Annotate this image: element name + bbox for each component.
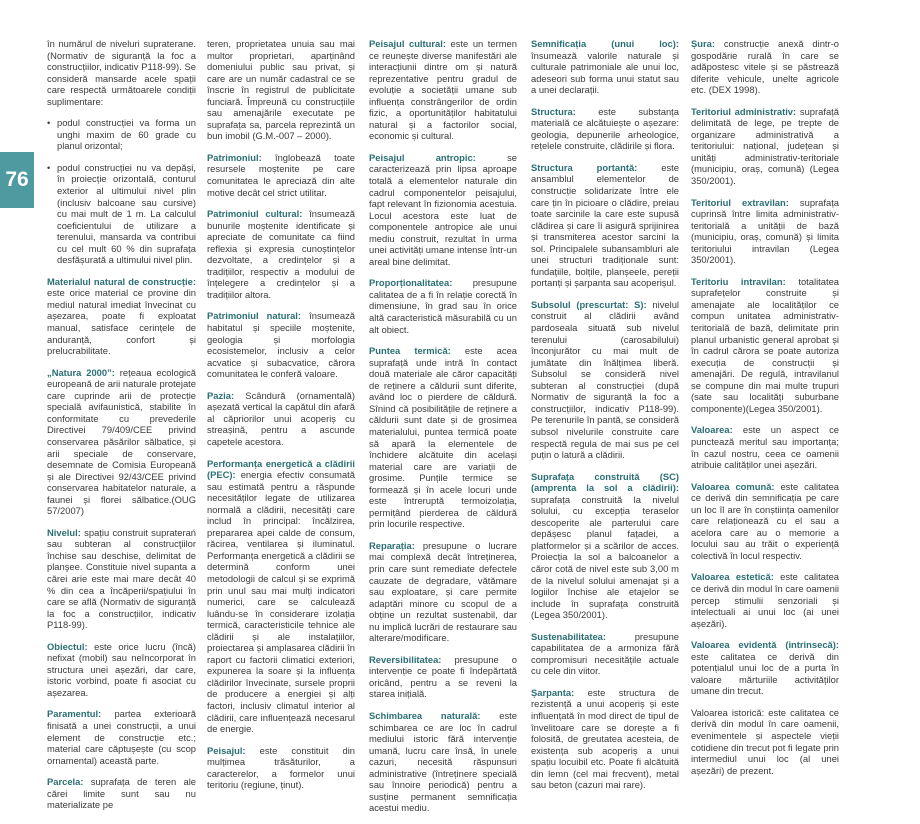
- glossary-definition: suprafața cuprinsă între limita administrativ-teritorială a unității de bază (municipiu, oraș, comună) și limita teritoriului intravilan (Legea 350/2001).: [691, 196, 840, 266]
- glossary-definition: este structura de rezistență a unui acoperiș și este influențată în mod direct de tipul de învelitoare care se dorește a fi folosită, de greutatea acesteia, de existența sub acoperiș a unui spațiu locuibil etc. Poate fi alcătuită din lemn (cel mai frecvent), metal sau beton (cazuri mai rare).: [531, 686, 680, 791]
- glossary-term: Valoarea:: [691, 424, 733, 436]
- glossary-term: Teritoriul administrativ:: [691, 105, 797, 117]
- glossary-entry: [691, 481, 839, 562]
- glossary-definition: însumează valorile naturale și culturale patrimoniale ale unui loc, adeseori sub forma unui statut sau a unei declarații.: [531, 49, 679, 96]
- glossary-definition: nivelul construit al clădirii având pardoseala situată sub nivelul terenului (carosabilului) înconjurător cu mai mult de jumătate din înălțimea liberă. Subsolul se consideră nivel subteran al construcției (după Normativ de siguranță la foc a construcțiilor, indicativ P118-99). Pe terenurile în pantă, se consideră subsol nivelurile construite care respectă regula de mai sus pe cel puțin o latură a clădirii.: [531, 298, 680, 461]
- glossary-entry: [207, 38, 355, 142]
- page-number-tab: 76: [0, 152, 34, 208]
- glossary-entry: [207, 458, 355, 735]
- bullet-item: • podul construcției va forma un unghi maxim de 60 grade cu planul orizontal;: [47, 117, 196, 152]
- glossary-term: Obiectul:: [47, 640, 88, 652]
- glossary-definition: este calitatea ce derivă din modul în care oamenii percep stimulii senzoriali și intelectuali ai unui loc (ai unei așezări).: [691, 571, 839, 629]
- glossary-entry: [531, 687, 679, 791]
- glossary-definition: este ansamblul elementelor de construcție solidarizate între ele care țin în picioare o clădire, preiau toate sarcinile la care este supusă clădirea și care îi asigură sprijinirea și transmiterea acestor sarcini la sol. Principalele subansambluri ale unei structuri tradiționale sunt: fundațiile, bolțile, planșeele, pereții portanți și șarpanta sau acoperișul.: [531, 161, 679, 289]
- glossary-entry: [369, 38, 517, 142]
- glossary-definition: înglobează toate resursele moștenite pe care comunitatea le apreciază din alte motive decât cel strict utilitar.: [207, 151, 355, 198]
- glossary-definition: partea exterioară finisată a unei construcții, a unui element de construcție etc.; material care căptușește (cu scop ornamental) această parte.: [47, 708, 196, 766]
- glossary-definition: Scândură (ornamentală) așezată vertical la capătul din afară al căpriorilor unui acoperiș cu streașină, pentru a ascunde capetele acestora.: [207, 389, 355, 447]
- glossary-entry: [369, 654, 517, 700]
- glossary-term: Patrimoniul cultural:: [207, 208, 303, 220]
- glossary-entry: [369, 277, 517, 335]
- glossary-entry: [47, 367, 196, 517]
- glossary-definition: suprafață delimitată de lege, pe trepte de organizare administrativă a teritoriului: național, județean și unități administrativ-teritoriale (municipiu, oraș, comună) (Legea 350/2001).: [691, 105, 839, 187]
- glossary-term: Parcela:: [47, 776, 84, 788]
- glossary-entry: [691, 276, 839, 415]
- glossary-entry: [369, 152, 517, 267]
- glossary-definition: este substanța materială ce alcătuiește o așezare: geologia, depunerile arheologice, rețelele construite, clădirile și flora.: [531, 105, 680, 152]
- glossary-term: Patrimoniul natural:: [207, 310, 302, 322]
- glossary-entry: [207, 208, 355, 300]
- glossary-term: Suprafața construită (SC) (amprenta la sol a clădirii):: [531, 470, 679, 494]
- glossary-term: „Natura 2000”:: [47, 366, 115, 378]
- glossary-entry: [691, 106, 839, 187]
- glossary-term: Semnificația (unui loc):: [531, 38, 679, 49]
- glossary-term: Patrimoniul:: [207, 151, 262, 163]
- glossary-definition: este calitatea ce derivă din semnificația pe care un loc îl are în conștiința oamenilor care relaționează cu el sau a acelora care au o memorie a locului sau au trăit o experiență colectivă în locul respectiv.: [691, 480, 839, 561]
- glossary-term: Structura portantă:: [531, 161, 638, 173]
- glossary-entry: [207, 310, 355, 379]
- glossary-term: Performanța energetică a clădirii (PEC):: [207, 457, 355, 481]
- glossary-entry: [531, 106, 679, 152]
- glossary-entry: [47, 708, 196, 766]
- glossary-entry: [531, 299, 679, 461]
- glossary-term: Peisajul:: [207, 744, 246, 756]
- glossary-definition: este constituit din mulțimea trăsăturilor, a caracterelor, a formelor unui teritoriu (regiune, ținut).: [207, 744, 356, 791]
- glossary-definition: presupune o intervenție ce poate fi îndepărtată oricând, pentru a se reveni la starea inițială.: [369, 653, 517, 700]
- glossary-entry: [531, 38, 679, 96]
- glossary-entry: [47, 527, 196, 631]
- glossary-term: Valoarea evidentă (intrinsecă):: [691, 639, 839, 651]
- glossary-entry: [691, 707, 839, 776]
- glossary-entry: [531, 631, 679, 677]
- glossary-definition: rețeaua ecologică europeană de arii naturale protejate care cuprinde arii de protecție specială avifaunistică, stabilite în conformitate cu prevederile Directivei 79/409/CEE privind conservarea păsărilor sălbatice, și arii speciale de conservare, desemnate de Comisia Europeană și ale Directivei 92/43/CEE privind conservarea habitatelor naturale, a faunei și florei sălbatice.(OUG 57/2007): [47, 366, 197, 517]
- glossary-entry: [691, 197, 839, 266]
- glossary-entry: [369, 345, 517, 530]
- glossary-entry: [47, 776, 196, 811]
- glossary-term: Valoarea estetică:: [691, 571, 774, 583]
- glossary-entry: [207, 745, 355, 791]
- glossary-entry: [207, 152, 355, 198]
- glossary-entry: [691, 571, 839, 629]
- glossary-definition: în numărul de niveluri supraterane. (Normativ de siguranță la foc a construcțiilor, indicativ P118-99). Se consideră mansarde acele spații care respectă următoarele condiții suplimentare:: [47, 38, 196, 107]
- glossary-definition: suprafața de teren ale cărei limite sunt sau nu materializate pe: [47, 776, 196, 811]
- glossary-entry: [47, 38, 196, 107]
- glossary-term: Sustenabilitatea:: [531, 630, 607, 642]
- glossary-column-2: [207, 38, 355, 801]
- glossary-definition: este calitatea ce derivă din potențialul unui loc de a purta în valoare mărturiile activităților umane din trecut.: [691, 650, 839, 697]
- glossary-term: Teritoriu intravilan:: [691, 275, 786, 287]
- glossary-entry: [691, 424, 839, 470]
- glossary-definition: spațiu construit supraterań sau subteran al construcţiilor închise sau deschise, delimitat de planşee. Constituie nivel supanta a cărei arie este mai mare decât 40 % din cea a încăperii/spațiului în care se află (Normativ de siguranță la foc a construcțiilor, indicativ P118-99).: [47, 526, 197, 631]
- glossary-term: Structura:: [531, 105, 576, 117]
- glossary-definition: este un aspect ce punctează meritul sau importanța; în cazul nostru, ceea ce oamenii atribuie calităților unei așezări.: [691, 424, 839, 471]
- glossary-term: Schimbarea naturală:: [369, 709, 481, 721]
- glossary-term: Reparația:: [369, 539, 415, 551]
- glossary-definition: este orice lucru (încă) nefixat (mobil) sau neîncorporat în structura unei așezări, dar care, istoric vorbind, poate fi asociat cu așezarea.: [47, 640, 197, 698]
- glossary-entry: [691, 38, 839, 96]
- glossary-term: Teritoriul extravilan:: [691, 196, 789, 208]
- glossary-definition: se caracterizează prin lipsa aproape totală a elementelor naturale din cadrul componentelor peisajului, fapt relevant în fizionomia acestuia. Locul acestora este luat de componentele antropice ale unui mediu construit, rezultat în urma unei activități umane intense într-un areal bine delimitat.: [369, 151, 517, 267]
- glossary-term: Reversibilitatea:: [369, 653, 442, 665]
- glossary-definition: este un termen ce reunește diverse manifestări ale interacțiunii dintre om și natură reprezentative pentru gradul de evoluție a societății umane sub influența constrângerilor de ordin fizic, a oportunităților habitatului natural și a factorilor social, economic și cultural.: [369, 38, 517, 142]
- glossary-definition: este schimbarea ce are loc în cadrul mediului istoric fără intervenție umană, lucru care însă, în unele cazuri, necesită răspunsuri administrative (întreținere specială sau înnoire periodică) pentru a susține permanent semnificația acestui mediu.: [369, 709, 517, 814]
- glossary-definition: construcție anexă dintr-o gospodărie rurală în care se adăpostesc vitele și se păstrează diferite vehicule, unelte agricole etc. (DEX 1998).: [691, 38, 839, 96]
- glossary-term: Pazia:: [207, 389, 235, 401]
- glossary-term: Proporționalitatea:: [369, 277, 453, 289]
- glossary-definition: este acea suprafață unde intră în contact două materiale ale căror capacități de reținere a căldurii sunt diferite, având loc o pierdere de căldură. Sînind că posibilitățile de reținere a căldurii sunt date și de grosimea materialului, puntea termică poate să apară la elementele de închidere alcătuite din același material care are variații de grosime. Punțile termice se formează și în acele locuri unde este întreruptă termoizolația, permițând pierderea de căldură prin locurile respective.: [369, 345, 518, 530]
- glossary-definition: însumează bunurile moștenite identificate și apreciate de comunitate ca fiind reflexia și expresia cunoștințelor dezvoltate, a credințelor și a tradițiilor, respectiv a modului de înțelegere a credințelor și a tradițiilor altora.: [207, 208, 355, 300]
- glossary-definition: este orice material ce provine din mediul natural imediat învecinat cu așezarea, poate fi exploatat manual, satisface cerințele de anduranță, confort și prelucrabilitate.: [47, 287, 196, 357]
- glossary-definition: energia efectiv consumată sau estimată pentru a răspunde necesităților legate de utilizarea normală a clădirii, necesități care includ în principal: încălzirea, prepararea apei calde de consum, răcirea, ventilarea și iluminatul. Performanța energetică a clădirii se determină conform unei metodologii de calcul și se exprimă prin unul sau mai mulți indicatori numerici, care se calculează luându-se în considerare izolația termică, caracteristicile tehnice ale clădirii și ale instalațiilor, proiectarea și amplasarea clădirii în raport cu factorii climatici exteriori, expunerea la soare și la influența clădirilor învecinate, sursele proprii de producere a energiei și alți factori, inclusiv climatul interior al clădirii, care influențează necesarul de energie.: [207, 469, 355, 735]
- glossary-entry: [47, 276, 196, 357]
- glossary-entry: [531, 162, 679, 289]
- glossary-term: Peisajul cultural:: [369, 38, 446, 49]
- glossary-definition: presupune capabilitatea de a armoniza fără compromisuri necesitățile actuale cu cele din viitor.: [531, 630, 679, 677]
- glossary-term: Nivelul:: [47, 526, 81, 538]
- glossary-column-3: [369, 38, 517, 824]
- glossary-entry: [531, 471, 679, 621]
- glossary-column-1: [47, 38, 196, 821]
- glossary-entry: [207, 390, 355, 448]
- glossary-entry: [691, 639, 839, 697]
- glossary-definition: suprafața construită la nivelul solului, cu excepția teraselor descoperite ale parterului care depășesc planul fațadei, a platformelor și a scărilor de acces. Proiecția la sol a balcoanelor a căror cotă de nivel este sub 3,00 m de la nivelul solului amenajat și a logiilor închise ale etajelor se include în suprafața construită (Legea 350/2001).: [531, 493, 679, 621]
- glossary-definition: presupune o lucrare mai complexă decât întreținerea, prin care sunt remediate defectele cauzate de degradare, vătămare sau exploatare, și care permite adaptări minore cu scopul de a obține un rezultat sustenabil, dar nu implică lucrări de restaurare sau alterare/modificare.: [369, 539, 518, 644]
- glossary-definition: teren, proprietatea unuia sau mai multor proprietari, aparținând domeniului public sau privat, și care are un număr cadastral ce se înscrie în registrul de publicitate funciară. Împreună cu construcțiile sau amenajările executate pe suprafața sa, parcela reprezintă un bun imobil (G.M.-007 – 2000).: [207, 38, 355, 142]
- glossary-term: Șarpanta:: [531, 686, 575, 698]
- glossary-definition: însumează habitatul și speciile moștenite, geologia și morfologia ecosistemelor, inclusiv a celor acvatice și subacvatice, cărora comunitatea le conferă valoare.: [207, 310, 355, 380]
- glossary-column-5: [691, 38, 839, 786]
- glossary-term: Valoarea comună:: [691, 480, 775, 492]
- glossary-column-4: [531, 38, 679, 801]
- glossary-term: Materialul natural de construcție:: [47, 275, 196, 287]
- glossary-term: Subsolul (prescurtat: S):: [531, 298, 647, 310]
- glossary-term: Peisajul antropic:: [369, 151, 476, 163]
- glossary-entry: [369, 540, 517, 644]
- glossary-definition: presupune calitatea de a fi în relație corectă în dimensiune, în grad sau în orice altă caracteristică măsurabilă cu un alt obiect.: [369, 277, 517, 335]
- bullet-list: [47, 117, 196, 266]
- glossary-definition: totalitatea suprafețelor construite și amenajate ale localităților ce compun unitatea administrativ-teritorială de bază, delimitate prin planul urbanistic general aprobat și în cadrul cărora se poate autoriza execuția de construcții și amenajări. De regulă, intravilanul se compune din mai multe trupuri (sate sau localități suburbane componente)(Legea 350/2001).: [691, 275, 839, 414]
- glossary-term: Șura:: [691, 38, 715, 49]
- bullet-item: • podul construcției nu va depăși, în proiecție orizontală, conturul exterior al ultimului nivel plin (inclusiv balcoane sau cursive) cu mai mult de 1 m. La calculul coeficientului de utilizare a terenului, mansarda va contribui cu cel mult 60 % din suprafața desfășurată a ultimului nivel plin.: [47, 162, 196, 266]
- glossary-term: Paramentul:: [47, 708, 102, 720]
- glossary-entry: [47, 641, 196, 699]
- glossary-term: Puntea termică:: [369, 345, 451, 357]
- glossary-definition: Valoarea istorică: este calitatea ce derivă din modul în care oamenii, evenimentele și aspectele vieții cotidiene din trecut pot fi legate prin intermediul unui loc (al unei așezări) de prezent.: [691, 706, 840, 776]
- glossary-entry: [369, 710, 517, 814]
